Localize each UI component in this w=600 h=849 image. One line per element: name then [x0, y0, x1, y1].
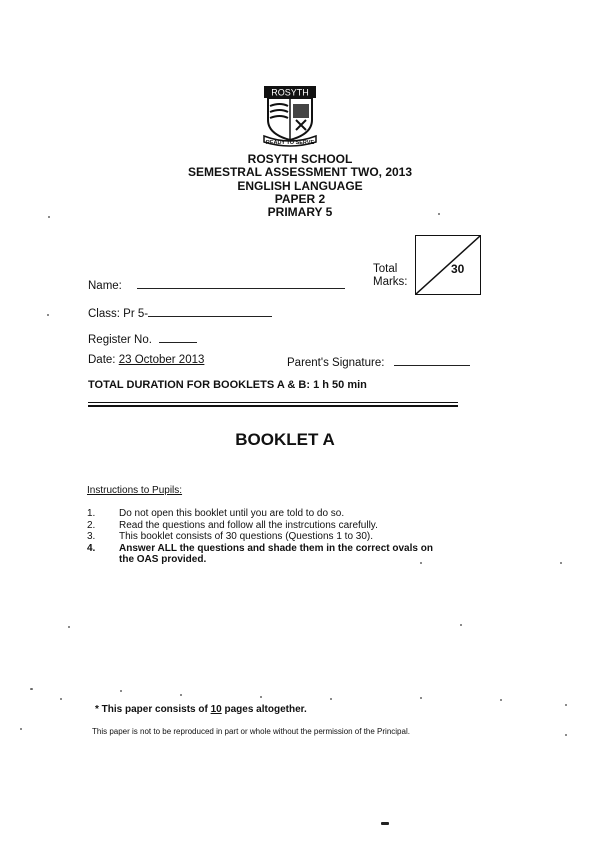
booklet-title: BOOKLET A	[235, 430, 335, 449]
total-label: Total	[373, 263, 398, 275]
list-item	[87, 520, 449, 532]
instruction-number: 4.	[87, 542, 96, 554]
total-duration: TOTAL DURATION FOR BOOKLETS A & B: 1 h 50 min	[88, 379, 367, 391]
instruction-text: Answer ALL the questions and shade them in the correct ovals on the OAS provided.	[119, 542, 433, 565]
divider-bottom	[88, 405, 458, 407]
crest-banner-text: ROSYTH	[271, 87, 309, 98]
page-count: 10	[210, 704, 222, 715]
signature-field[interactable]	[287, 354, 470, 369]
date-value: 23 October 2013	[118, 354, 205, 366]
register-field[interactable]	[88, 331, 197, 346]
total-marks-box	[415, 235, 481, 295]
assessment-title: SEMESTRAL ASSESSMENT TWO, 2013	[187, 165, 413, 179]
signature-line[interactable]	[394, 354, 470, 366]
level-title: PRIMARY 5	[267, 205, 333, 219]
register-line[interactable]	[159, 331, 197, 343]
subject-title: ENGLISH LANGUAGE	[237, 179, 363, 193]
instruction-text: Read the questions and follow all the instrcutions carefully.	[119, 519, 378, 531]
date-field	[88, 354, 204, 366]
divider-top	[88, 402, 458, 403]
instruction-number: 1.	[87, 508, 96, 519]
name-line[interactable]	[137, 277, 345, 289]
instructions-heading: Instructions to Pupils:	[87, 485, 183, 496]
marks-box-diagonal	[416, 236, 480, 294]
signature-label: Parent's Signature:	[287, 357, 385, 369]
copyright-notice: This paper is not to be reproduced in part or whole without the permission of the Principal.	[92, 727, 410, 736]
instructions-list	[87, 508, 449, 566]
instruction-text: Do not open this booklet until you are told to do so.	[119, 508, 345, 519]
marks-label: Marks:	[373, 276, 408, 288]
paper-title: PAPER 2	[274, 192, 326, 206]
name-label: Name:	[88, 280, 122, 292]
instruction-number: 2.	[87, 519, 96, 531]
school-crest	[260, 84, 320, 148]
list-item	[87, 543, 449, 566]
list-item	[87, 508, 449, 520]
page-count-suffix: pages altogether.	[224, 704, 307, 715]
instruction-text: This booklet consists of 30 questions (Questions 1 to 30).	[119, 531, 374, 542]
page-count-prefix: * This paper consists of	[95, 704, 208, 715]
register-label: Register No.	[88, 334, 152, 346]
name-field[interactable]	[88, 277, 345, 292]
class-field[interactable]	[88, 305, 272, 320]
page-count-note	[95, 704, 307, 715]
marks-max: 30	[451, 262, 465, 276]
date-label: Date:	[88, 354, 116, 366]
class-line[interactable]	[148, 305, 272, 317]
instruction-number: 3.	[87, 531, 96, 542]
crest-motto: READY TO SERVE	[265, 140, 315, 146]
class-label: Class: Pr 5-	[88, 308, 149, 320]
school-name: ROSYTH SCHOOL	[247, 152, 353, 166]
list-item	[87, 531, 449, 543]
